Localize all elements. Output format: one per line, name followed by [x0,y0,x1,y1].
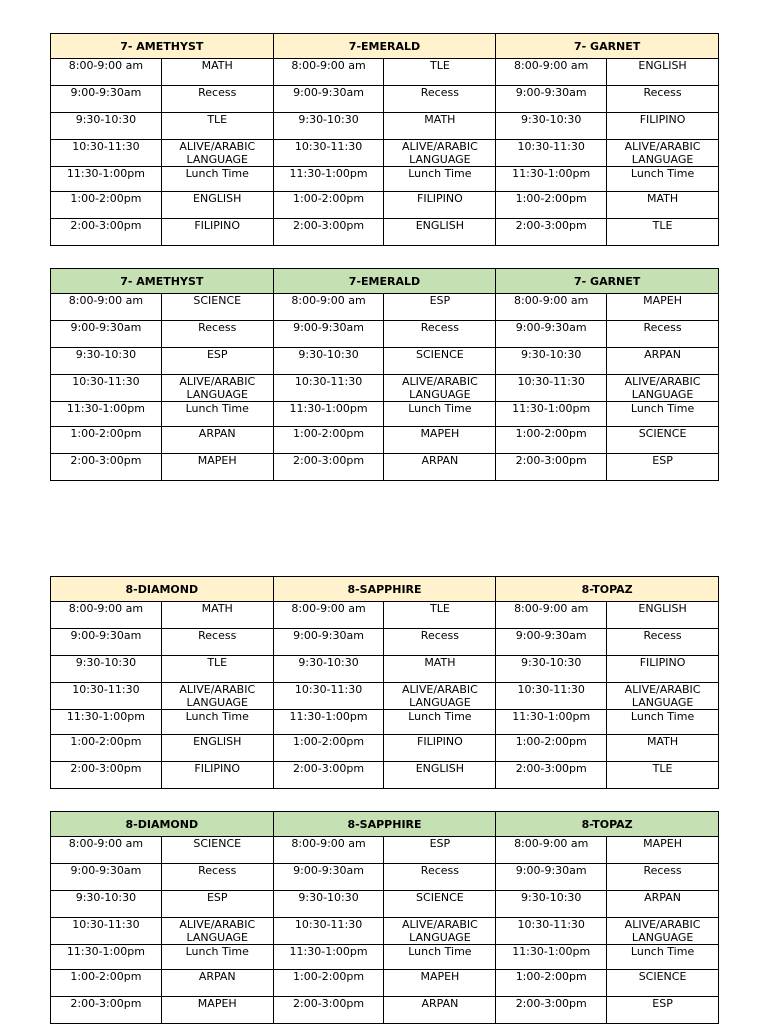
subject-cell: Recess [384,864,496,891]
section-header: 7- GARNET [496,34,719,59]
subject-cell: ESP [161,891,273,918]
time-cell: 11:30-1:00pm [273,167,384,192]
subject-cell: ESP [607,997,719,1024]
time-cell: 8:00-9:00 am [496,602,607,629]
subject-cell: MATH [161,59,273,86]
subject-cell: ENGLISH [161,735,273,762]
time-cell: 2:00-3:00pm [273,454,384,481]
time-cell: 2:00-3:00pm [496,762,607,789]
time-cell: 2:00-3:00pm [496,997,607,1024]
schedule-table [50,576,719,789]
time-cell: 1:00-2:00pm [273,970,384,997]
subject-cell: MAPEH [161,454,273,481]
schedule-table [50,811,719,1024]
schedule-table [50,33,719,246]
time-cell: 9:30-10:30 [273,656,384,683]
time-cell: 1:00-2:00pm [496,427,607,454]
time-cell: 9:30-10:30 [273,348,384,375]
subject-cell: FILIPINO [161,219,273,246]
section-header: 7- AMETHYST [51,269,274,294]
time-cell: 10:30-11:30 [273,140,384,167]
time-cell: 8:00-9:00 am [51,602,162,629]
table-row [51,427,719,454]
time-cell: 1:00-2:00pm [51,735,162,762]
section-header: 8-DIAMOND [51,812,274,837]
subject-cell: ARPAN [161,427,273,454]
section-header-row [51,269,719,294]
subject-cell: SCIENCE [384,891,496,918]
subject-cell: TLE [384,59,496,86]
schedule-table [50,268,719,481]
subject-cell: ARPAN [161,970,273,997]
table-row [51,348,719,375]
time-cell: 10:30-11:30 [496,375,607,402]
subject-cell: Lunch Time [384,710,496,735]
subject-cell: Recess [161,321,273,348]
table-row [51,891,719,918]
section-header: 7-EMERALD [273,269,496,294]
table-row [51,140,719,167]
section-header: 7- AMETHYST [51,34,274,59]
time-cell: 9:30-10:30 [51,656,162,683]
subject-cell: FILIPINO [607,113,719,140]
subject-cell: TLE [161,113,273,140]
subject-cell: MATH [384,113,496,140]
subject-cell: ESP [161,348,273,375]
subject-cell: ENGLISH [384,219,496,246]
time-cell: 10:30-11:30 [51,683,162,710]
time-cell: 8:00-9:00 am [273,837,384,864]
subject-cell: Recess [384,629,496,656]
table-row [51,997,719,1024]
time-cell: 8:00-9:00 am [273,59,384,86]
subject-cell: ALIVE/ARABIC LANGUAGE [607,683,719,710]
subject-cell: Lunch Time [161,945,273,970]
time-cell: 8:00-9:00 am [496,294,607,321]
table-row [51,321,719,348]
time-cell: 9:30-10:30 [496,891,607,918]
subject-cell: ESP [607,454,719,481]
subject-cell: MATH [607,192,719,219]
subject-cell: ALIVE/ARABIC LANGUAGE [161,918,273,945]
subject-cell: ALIVE/ARABIC LANGUAGE [384,918,496,945]
section-header: 8-DIAMOND [51,577,274,602]
table-row [51,683,719,710]
time-cell: 10:30-11:30 [496,683,607,710]
time-cell: 9:30-10:30 [51,348,162,375]
time-cell: 11:30-1:00pm [496,710,607,735]
time-cell: 1:00-2:00pm [51,970,162,997]
subject-cell: MAPEH [384,970,496,997]
subject-cell: ALIVE/ARABIC LANGUAGE [607,140,719,167]
time-cell: 1:00-2:00pm [496,192,607,219]
table-row [51,402,719,427]
subject-cell: TLE [607,219,719,246]
time-cell: 9:00-9:30am [496,86,607,113]
time-cell: 2:00-3:00pm [51,997,162,1024]
subject-cell: Lunch Time [384,167,496,192]
time-cell: 11:30-1:00pm [273,710,384,735]
time-cell: 9:00-9:30am [51,864,162,891]
subject-cell: Recess [607,864,719,891]
time-cell: 2:00-3:00pm [273,997,384,1024]
time-cell: 1:00-2:00pm [51,192,162,219]
subject-cell: ARPAN [384,454,496,481]
subject-cell: Recess [384,321,496,348]
subject-cell: TLE [161,656,273,683]
subject-cell: Recess [161,86,273,113]
subject-cell: ENGLISH [607,59,719,86]
time-cell: 9:00-9:30am [51,86,162,113]
time-cell: 11:30-1:00pm [51,402,162,427]
table-row [51,918,719,945]
time-cell: 9:30-10:30 [496,656,607,683]
time-cell: 10:30-11:30 [51,918,162,945]
subject-cell: ENGLISH [384,762,496,789]
subject-cell: ALIVE/ARABIC LANGUAGE [161,375,273,402]
time-cell: 10:30-11:30 [51,140,162,167]
subject-cell: Recess [161,629,273,656]
subject-cell: SCIENCE [607,970,719,997]
time-cell: 9:00-9:30am [273,629,384,656]
table-row [51,970,719,997]
time-cell: 9:00-9:30am [496,629,607,656]
time-cell: 10:30-11:30 [273,683,384,710]
section-header: 8-SAPPHIRE [273,812,496,837]
subject-cell: Lunch Time [607,710,719,735]
table-row [51,864,719,891]
time-cell: 8:00-9:00 am [51,59,162,86]
subject-cell: SCIENCE [161,837,273,864]
time-cell: 2:00-3:00pm [273,219,384,246]
subject-cell: ARPAN [607,891,719,918]
subject-cell: Recess [384,86,496,113]
table-row [51,113,719,140]
time-cell: 10:30-11:30 [496,918,607,945]
subject-cell: Lunch Time [607,945,719,970]
subject-cell: ALIVE/ARABIC LANGUAGE [161,683,273,710]
subject-cell: ALIVE/ARABIC LANGUAGE [607,375,719,402]
time-cell: 11:30-1:00pm [496,945,607,970]
time-cell: 8:00-9:00 am [273,602,384,629]
time-cell: 2:00-3:00pm [273,762,384,789]
subject-cell: Recess [161,864,273,891]
table-row [51,602,719,629]
table-row [51,629,719,656]
time-cell: 9:30-10:30 [51,891,162,918]
subject-cell: MATH [161,602,273,629]
time-cell: 9:00-9:30am [273,321,384,348]
subject-cell: FILIPINO [384,192,496,219]
time-cell: 10:30-11:30 [273,375,384,402]
subject-cell: TLE [607,762,719,789]
subject-cell: Lunch Time [384,402,496,427]
table-row [51,59,719,86]
time-cell: 10:30-11:30 [496,140,607,167]
table-row [51,945,719,970]
subject-cell: Lunch Time [607,402,719,427]
table-row [51,294,719,321]
subject-cell: SCIENCE [161,294,273,321]
time-cell: 11:30-1:00pm [273,402,384,427]
subject-cell: Recess [607,629,719,656]
time-cell: 2:00-3:00pm [51,454,162,481]
section-header-row [51,34,719,59]
table-row [51,762,719,789]
subject-cell: ALIVE/ARABIC LANGUAGE [384,140,496,167]
subject-cell: ALIVE/ARABIC LANGUAGE [607,918,719,945]
time-cell: 11:30-1:00pm [496,167,607,192]
time-cell: 9:30-10:30 [273,113,384,140]
subject-cell: ENGLISH [607,602,719,629]
time-cell: 9:00-9:30am [496,864,607,891]
time-cell: 9:30-10:30 [273,891,384,918]
time-cell: 8:00-9:00 am [496,59,607,86]
subject-cell: Lunch Time [607,167,719,192]
subject-cell: ESP [384,294,496,321]
time-cell: 11:30-1:00pm [51,710,162,735]
subject-cell: MAPEH [607,837,719,864]
table-row [51,86,719,113]
time-cell: 9:30-10:30 [496,113,607,140]
subject-cell: Recess [607,86,719,113]
time-cell: 11:30-1:00pm [51,167,162,192]
subject-cell: ENGLISH [161,192,273,219]
time-cell: 11:30-1:00pm [496,402,607,427]
table-row [51,710,719,735]
table-row [51,375,719,402]
time-cell: 10:30-11:30 [51,375,162,402]
subject-cell: SCIENCE [607,427,719,454]
subject-cell: ALIVE/ARABIC LANGUAGE [161,140,273,167]
time-cell: 8:00-9:00 am [51,294,162,321]
time-cell: 2:00-3:00pm [51,219,162,246]
table-row [51,837,719,864]
time-cell: 9:00-9:30am [496,321,607,348]
subject-cell: ALIVE/ARABIC LANGUAGE [384,683,496,710]
time-cell: 1:00-2:00pm [273,192,384,219]
time-cell: 11:30-1:00pm [273,945,384,970]
section-header: 8-TOPAZ [496,577,719,602]
section-header-row [51,812,719,837]
subject-cell: FILIPINO [384,735,496,762]
time-cell: 9:00-9:30am [51,321,162,348]
section-header: 8-TOPAZ [496,812,719,837]
time-cell: 11:30-1:00pm [51,945,162,970]
time-cell: 9:00-9:30am [51,629,162,656]
subject-cell: MAPEH [607,294,719,321]
time-cell: 1:00-2:00pm [496,970,607,997]
subject-cell: MAPEH [161,997,273,1024]
subject-cell: Lunch Time [161,167,273,192]
time-cell: 1:00-2:00pm [273,427,384,454]
subject-cell: ALIVE/ARABIC LANGUAGE [384,375,496,402]
subject-cell: FILIPINO [161,762,273,789]
subject-cell: Lunch Time [161,710,273,735]
time-cell: 9:30-10:30 [496,348,607,375]
time-cell: 8:00-9:00 am [496,837,607,864]
time-cell: 8:00-9:00 am [51,837,162,864]
time-cell: 2:00-3:00pm [496,454,607,481]
time-cell: 9:00-9:30am [273,864,384,891]
time-cell: 1:00-2:00pm [51,427,162,454]
subject-cell: MAPEH [384,427,496,454]
subject-cell: MATH [607,735,719,762]
time-cell: 8:00-9:00 am [273,294,384,321]
subject-cell: Lunch Time [384,945,496,970]
subject-cell: TLE [384,602,496,629]
time-cell: 9:00-9:30am [273,86,384,113]
table-row [51,656,719,683]
section-header: 8-SAPPHIRE [273,577,496,602]
subject-cell: ARPAN [607,348,719,375]
time-cell: 2:00-3:00pm [496,219,607,246]
subject-cell: Recess [607,321,719,348]
section-header: 7-EMERALD [273,34,496,59]
section-header: 7- GARNET [496,269,719,294]
table-row [51,454,719,481]
time-cell: 1:00-2:00pm [496,735,607,762]
subject-cell: ARPAN [384,997,496,1024]
subject-cell: FILIPINO [607,656,719,683]
table-row [51,735,719,762]
table-row [51,192,719,219]
subject-cell: ESP [384,837,496,864]
section-header-row [51,577,719,602]
table-row [51,167,719,192]
time-cell: 9:30-10:30 [51,113,162,140]
time-cell: 10:30-11:30 [273,918,384,945]
time-cell: 2:00-3:00pm [51,762,162,789]
subject-cell: SCIENCE [384,348,496,375]
subject-cell: Lunch Time [161,402,273,427]
time-cell: 1:00-2:00pm [273,735,384,762]
subject-cell: MATH [384,656,496,683]
table-row [51,219,719,246]
